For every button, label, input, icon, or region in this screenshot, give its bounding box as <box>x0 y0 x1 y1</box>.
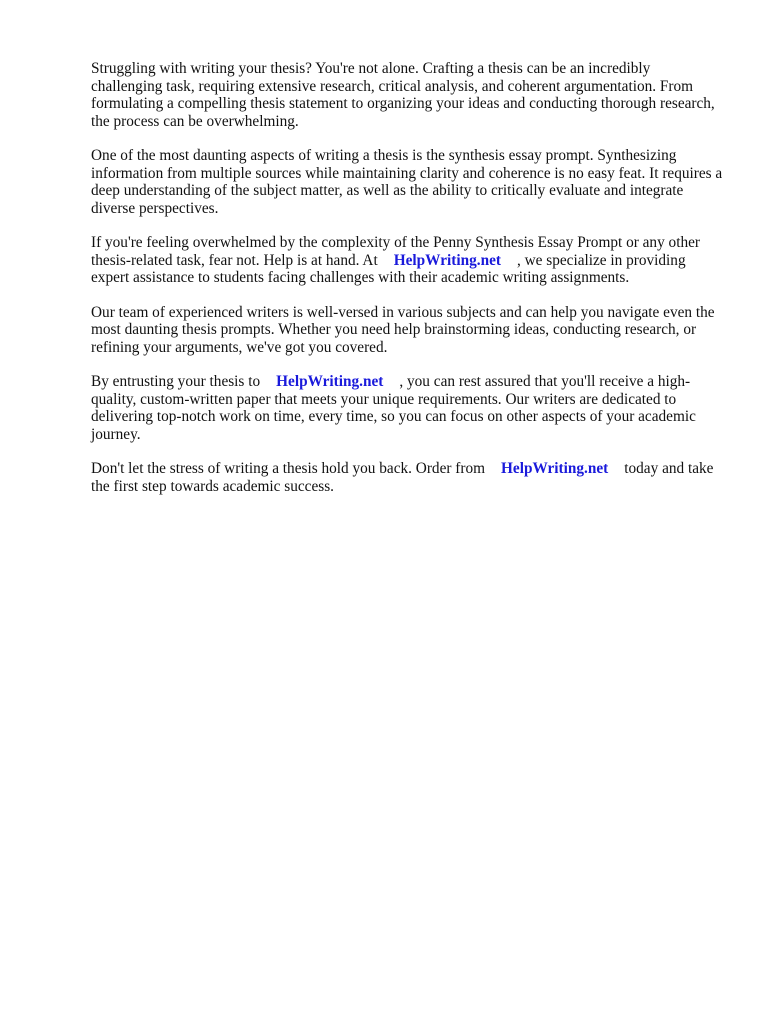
paragraph-synthesis-prompt <box>91 147 723 217</box>
paragraph-order-cta <box>91 460 723 495</box>
paragraph-intro <box>91 60 723 130</box>
paragraph-team-text: Our team of experienced writers is well-versed in various subjects and can help you navigate even the most daunting thesis prompts. Whether you need help brainstorming ideas, conducting research, or refining your arguments, we've got you covered. <box>91 303 715 356</box>
document-body <box>91 60 723 512</box>
helpwriting-link-3[interactable]: HelpWriting.net <box>501 460 609 477</box>
paragraph-order-cta-after: today and take the first step towards academic success. <box>91 460 714 495</box>
paragraph-entrusting-after: , you can rest assured that you'll receive a high-quality, custom-written paper that meets your unique requirements. Our writers are dedicated to delivering top-notch work on time, every time, so you can focus on other aspects of your academic journey. <box>91 373 696 443</box>
helpwriting-link-2[interactable]: HelpWriting.net <box>276 373 384 390</box>
paragraph-synthesis-prompt-text: One of the most daunting aspects of writing a thesis is the synthesis essay prompt. Synthesizing information from multiple sources while maintaining clarity and coherence is no easy feat. It requires a deep understanding of the subject matter, as well as the ability to critically evaluate and integrate diverse perspectives. <box>91 147 723 217</box>
paragraph-intro-text: Struggling with writing your thesis? You're not alone. Crafting a thesis can be an incredibly challenging task, requiring extensive research, critical analysis, and coherent argumentation. From formulating a compelling thesis statement to organizing your ideas and conducting thorough research, the process can be overwhelming. <box>91 60 715 130</box>
paragraph-entrusting <box>91 373 723 443</box>
paragraph-help-at-hand-before: If you're feeling overwhelmed by the complexity of the Penny Synthesis Essay Prompt or any other thesis-related task, fear not. Help is at hand. At <box>91 234 700 269</box>
paragraph-help-at-hand <box>91 234 723 287</box>
paragraph-order-cta-before: Don't let the stress of writing a thesis hold you back. Order from <box>91 460 486 477</box>
paragraph-help-at-hand-after: , we specialize in providing expert assistance to students facing challenges with their academic writing assignments. <box>91 251 686 286</box>
paragraph-team <box>91 304 723 357</box>
paragraph-entrusting-before: By entrusting your thesis to <box>91 373 261 390</box>
helpwriting-link-1[interactable]: HelpWriting.net <box>393 251 501 269</box>
